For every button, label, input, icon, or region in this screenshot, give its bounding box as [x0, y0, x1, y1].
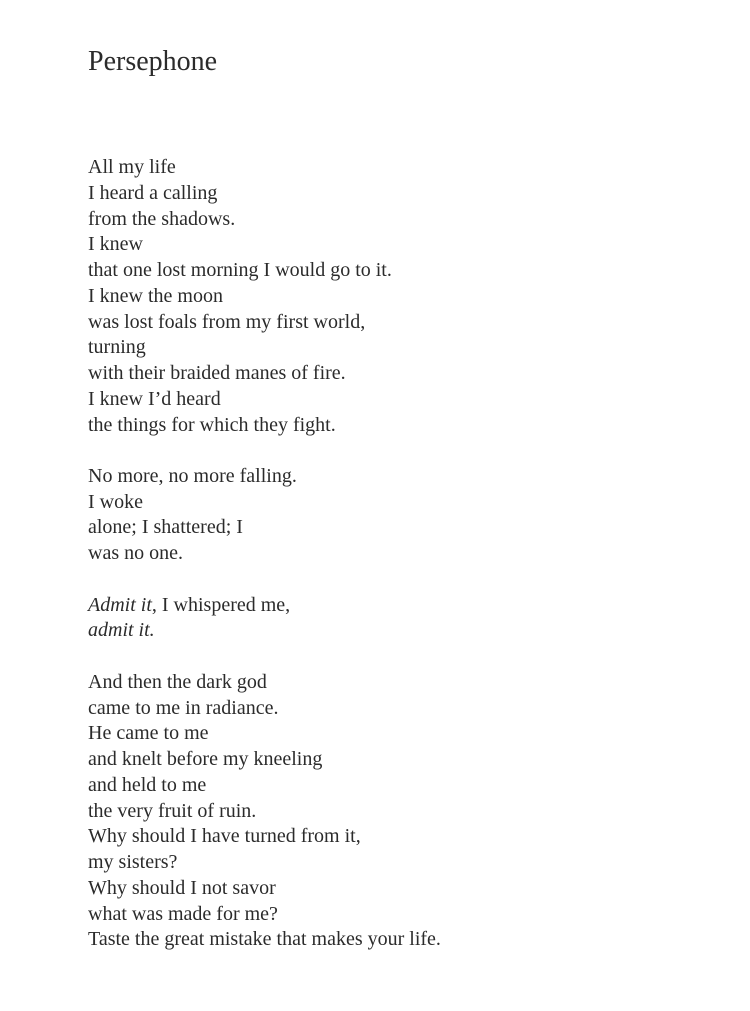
- poem-line: Why should I not savor: [88, 876, 276, 899]
- stanza-3: [88, 593, 728, 645]
- italic-phrase: Admit it: [88, 593, 152, 616]
- poem-line: turning: [88, 336, 146, 359]
- poem-line: Taste the great mistake that makes your life.: [88, 928, 441, 951]
- poem-line: [88, 593, 728, 619]
- stanza-4: [88, 670, 728, 953]
- poem-line: All my life: [88, 156, 176, 178]
- stanza-1: [88, 155, 728, 438]
- poem-line: with their braided manes of fire.: [88, 362, 346, 384]
- poem-line: alone; I shattered; I: [88, 516, 243, 539]
- stanza-2: [88, 464, 728, 567]
- poem-line: was no one.: [88, 542, 183, 565]
- poem-line: was lost foals from my first world,: [88, 310, 366, 333]
- poem-line: the things for which they fight.: [88, 413, 336, 436]
- poem-line: and knelt before my kneeling: [88, 748, 323, 771]
- poem-line: And then the dark god: [88, 670, 267, 693]
- poem-line: admit it.: [88, 619, 155, 642]
- poem-line: what was made for me?: [88, 902, 278, 925]
- poem-line: my sisters?: [88, 851, 178, 874]
- poem-body: [88, 155, 728, 979]
- poem-line: came to me in radiance.: [88, 696, 279, 719]
- poem-line: the very fruit of ruin.: [88, 799, 257, 822]
- line-continuation: , I whispered me,: [151, 593, 291, 616]
- poem-line: He came to me: [88, 722, 209, 745]
- poem-line: and held to me: [88, 773, 207, 796]
- poem-line: Why should I have turned from it,: [88, 825, 361, 848]
- poem-line: that one lost morning I would go to it.: [88, 259, 392, 281]
- poem-title: Persephone: [88, 46, 218, 77]
- poem-line: No more, no more falling.: [88, 464, 297, 487]
- poem-line: from the shadows.: [88, 207, 236, 230]
- poem-line: I knew: [88, 233, 143, 256]
- poem-line: I heard a calling: [88, 181, 218, 204]
- poem-line: I woke: [88, 490, 143, 513]
- poem-line: I knew the moon: [88, 284, 223, 307]
- poem-line: I knew I’d heard: [88, 387, 221, 410]
